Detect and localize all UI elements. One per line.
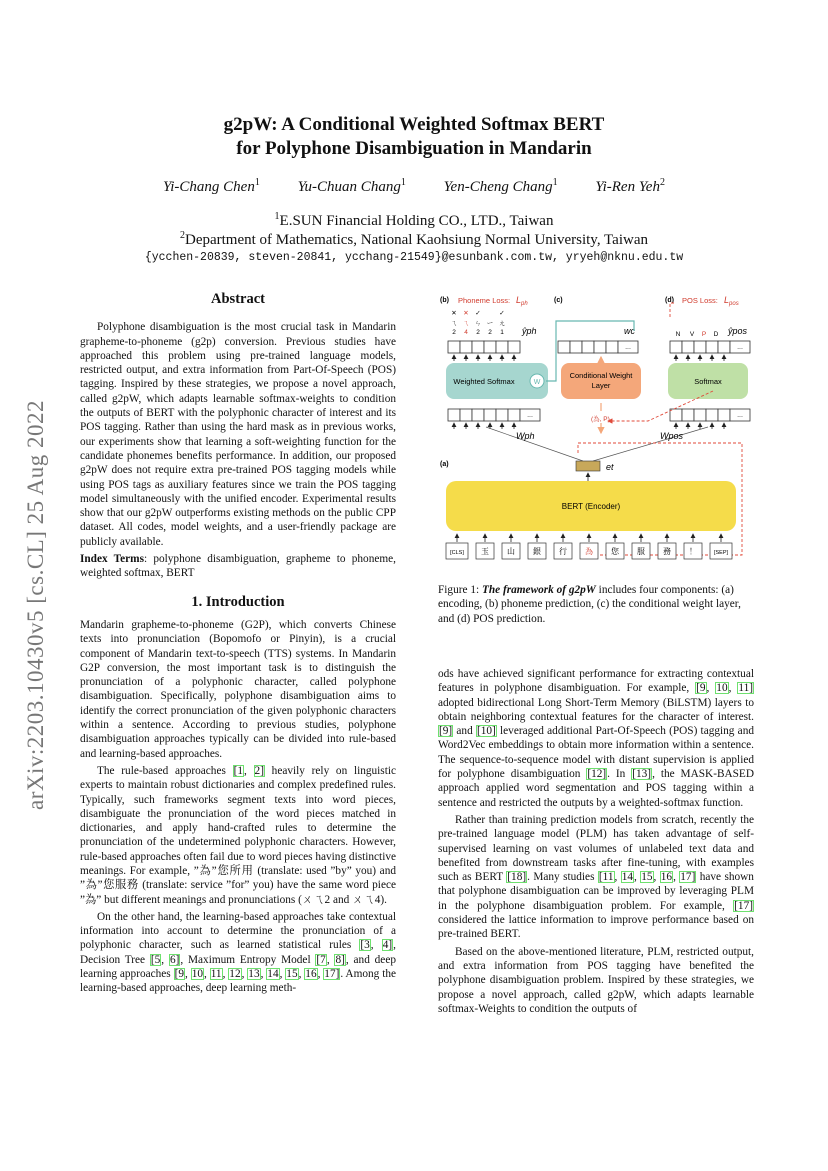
abstract-heading: Abstract (211, 291, 265, 307)
vector-cell (472, 341, 484, 353)
citation-link[interactable]: 17] (324, 968, 340, 981)
citation-link[interactable]: [5 (150, 953, 161, 966)
citation-link[interactable]: [3 (360, 939, 370, 952)
citation-link[interactable]: 11 (210, 968, 222, 981)
affiliation: $^1$E.SUN Financial Holding CO., LTD., Taiwan (274, 211, 554, 229)
citation-link[interactable]: [9 (174, 968, 184, 981)
citation-link[interactable]: 8] (335, 953, 345, 966)
token-text: 山 (507, 547, 515, 556)
affiliation: $^2$Department of Mathematics, National Kaohsiung Normal University, Taiwan (179, 230, 648, 248)
author: Yi-Ren Yeh$^2$ (595, 177, 665, 195)
token-text: 為 (585, 547, 593, 556)
phoneme-tone: 2 (452, 329, 456, 336)
token-text: [CLS] (450, 550, 464, 556)
citation-link[interactable]: [18] (507, 871, 527, 884)
w-pos-label: Wpos (660, 431, 684, 441)
pos-tags (676, 331, 719, 338)
phoneme-tone: 2 (488, 329, 492, 336)
red-dashed (670, 303, 674, 319)
weighted-softmax-label: Weighted Softmax (453, 377, 515, 386)
vector-cell (582, 341, 594, 353)
w-circle-text: W (533, 379, 541, 386)
label-c: (c) (554, 297, 563, 304)
vector-cell (670, 341, 682, 353)
citation-link[interactable]: 17] (680, 871, 696, 884)
intro-paragraph: The rule-based approaches [1, 2] heavily rely on linguistic experts to maintain robust dictionaries and complex predefined rules. Typically, such frameworks segment texts into word pieces, disambiguate the pronunciation of the word pieces matched in dictionaries, and apply hand-crafted rules to determine the pronunciation of the undetermined polyphonic characters. However, rule-based approaches often fail due to word pieces having distinctive meanings. For example, ”為”您所用 (translate: used ”by” you) and ”為”您服務 (translate: service ”for” you) have the same word piece ”為” but different meanings and pronunciations (ㄨㄟ2 and ㄨㄟ4). (80, 764, 396, 906)
label-b: (b) (440, 297, 449, 304)
token-text: 行 (559, 547, 567, 556)
citation-link[interactable]: [10] (476, 725, 496, 738)
vector-cell (508, 341, 520, 353)
body-paragraph: Rather than training prediction models from scratch, recently the pre-trained language model (PLM) has taken advantage of self-supervised learning on vast volumes of unlabeled text data and benefited from downstream tasks after fine-tuning, with examples such as BERT [18]. Many studies [11, 14, 15, 16, 17] have shown that polyphone disambiguation can be improved by leveraging PLM in the polyphone disambiguation problem. For example, [17] considered the lattice information to improve performance based on pre-trained BERT. (438, 813, 754, 941)
w-c-label: wc (624, 326, 635, 336)
author: Yi-Chang Chen$^1$ (163, 177, 260, 195)
ellipsis: ... (625, 344, 631, 351)
author-emails: {ycchen-20839, steven-20841, ycchang-21549}@esunbank.com.tw, yryeh@nknu.edu.tw (144, 251, 684, 264)
citation-link[interactable]: 12 (229, 968, 241, 981)
citation-link[interactable]: 11] (738, 682, 753, 695)
token-text: 玉 (481, 547, 489, 556)
author: Yu-Chuan Chang$^1$ (297, 177, 406, 195)
intro-heading: 1. Introduction (191, 593, 285, 610)
token-text: 服 (637, 547, 645, 556)
vector-cell (694, 409, 706, 421)
author-list (0, 177, 828, 196)
phoneme: ㄟ (462, 320, 470, 327)
cond-input-label: (為, P) (591, 416, 610, 423)
intro-paragraph: Mandarin grapheme-to-phoneme (G2P), which converts Chinese texts into pronunciation (Bopomofo or Pinyin), is a crucial component of Mandarin text-to-speech (TTS) systems. In Mandarin G2P conversion, the most important task is to distinguish the pronunciation of a polyphonic character, called polyphone disambiguation. Specifically, polyphone disambiguation aims to identify the correct pronunciation of the given polyphonic characters within a sentence. According to previous studies, polyphone disambiguation approaches typically can be divided into rule-based and learning-based approaches. (80, 618, 396, 760)
vector-cell (472, 409, 484, 421)
citation-link[interactable]: [7 (316, 953, 326, 966)
vector-cell (484, 409, 496, 421)
paper-title (0, 113, 828, 161)
label-d: (d) (665, 297, 674, 304)
phoneme: ㄣ (474, 320, 482, 327)
vector-cell (460, 341, 472, 353)
phoneme: ー (486, 320, 494, 327)
g2pw-framework-figure (438, 293, 754, 577)
pos-loss-label: POS Loss: (682, 296, 718, 305)
citation-link[interactable]: [13] (632, 768, 652, 781)
vector-cell (558, 341, 570, 353)
citation-link[interactable]: [17] (734, 899, 753, 912)
vector-cell (718, 409, 730, 421)
vector-cell (718, 341, 730, 353)
label-a: (a) (440, 461, 449, 468)
citation-link[interactable]: [9] (439, 725, 453, 738)
mark: ✕ (463, 310, 469, 317)
citation-link[interactable]: [12] (587, 768, 607, 781)
citation-link[interactable]: 15 (641, 871, 653, 884)
phoneme-tone: 1 (500, 329, 504, 336)
citation-link[interactable]: 10 (716, 682, 728, 695)
phoneme-loss-symbol: $L_{ph}$ (516, 295, 528, 307)
citation-link[interactable]: 16 (660, 871, 673, 884)
svg-text:N: N (675, 331, 681, 338)
vector-cell (706, 409, 718, 421)
vector-cell (694, 341, 706, 353)
token-text: 務 (663, 547, 671, 556)
body-paragraph: ods have achieved significant performance for extracting contextual features in polyphone disambiguation. For example, [9, 10, 11] adopted bidirectional Long Short-Term Memory (BiLSTM) layers to obtain neighboring contextual features for the character of interest. [9] and [10] leveraged additional Part-Of-Speech (POS) tagging and Word2Vec embeddings to obtain more information within a sentence. The sequence-to-sequence model with distant supervision is applied for polyphone disambiguation [12]. In [13], the MASK-BASED approach applied word segmentation and POS tagging within a sentence and restricted the outputs by a weighted-softmax function. (438, 668, 754, 809)
phoneme: ㄤ (498, 320, 506, 327)
svg-text:V: V (689, 331, 695, 338)
vector-cell (460, 409, 472, 421)
title-line-1: g2pW: A Conditional Weighted Softmax BERT (223, 114, 605, 135)
svg-text:D: D (713, 331, 719, 338)
w-pos-line (593, 427, 708, 461)
y-pos-label: ŷpos (728, 326, 748, 336)
right-column (438, 667, 754, 1019)
author: Yen-Cheng Chang$^1$ (443, 177, 558, 195)
token-text: ！ (689, 547, 697, 556)
phoneme-tone: 4 (464, 329, 468, 336)
arxiv-sidebar (6, 355, 66, 855)
figure-caption: Figure 1: The framework of g2pW includes four components: (a) encoding, (b) phoneme prediction, (c) the conditional weight layer, and (d) POS prediction. (438, 584, 741, 625)
y-ph-label: ŷph (522, 326, 537, 336)
vector-cell (606, 341, 618, 353)
vector-cell (448, 409, 460, 421)
mark: ✓ (475, 310, 481, 317)
abstract-text: Polyphone disambiguation is the most crucial task in Mandarin grapheme-to-phoneme (g2p) conversion. Previous studies have approached this problem using pre-trained language models, restricted output, and extra information from Part-Of-Speech (POS) tagging. Inspired by these strategies, we propose a novel approach, called g2pW, which adapts learnable softmax-weights to condition the outputs of BERT with the polyphonic character of interest and its POS tagging. Rather than using the hard mask as in previous works, our experiments show that learning a soft-weighting function for the candidate phonemes benefits performance. In addition, our proposed g2pW does not require extra pre-trained POS tagging models while using POS tags as auxiliary features since we train the POS tagging model simultaneously with the unified encoder. Experimental results show that our g2pW outperforms existing methods on the public CPP dataset. All codes, model weights, and a user-friendly package are publicly available. (80, 321, 396, 548)
e-t-box (576, 461, 600, 471)
intro-paragraph: On the other hand, the learning-based approaches take contextual information into account to determine the pronunciation of a polyphonic character, such as learned statistical rules [3, 4], Decision Tree [5, 6], Maximum Entropy Model [7, 8], and deep learning approaches [9, 10, 11, 12, 13, 14, 15, 16, 17]. Among the learning-based approaches, deep learning meth- (80, 910, 396, 995)
body-paragraph: Based on the above-mentioned literature, PLM, restricted output, and extra information from POS tagging have benefited the polyphone disambiguation problem. Inspired by these strategies, we propose a novel approach, called g2pW, which adapts learnable softmax-Weights to condition the outputs of (438, 945, 754, 1015)
mark: ✕ (451, 310, 457, 317)
token-text: 您 (611, 547, 619, 556)
vector-cell (496, 409, 508, 421)
vector-cell (508, 409, 520, 421)
svg-text:P: P (701, 331, 707, 338)
citation-link[interactable]: 14 (621, 871, 634, 884)
ellipsis: ... (527, 412, 533, 419)
vector-cell (484, 341, 496, 353)
citation-link[interactable]: 13 (248, 968, 260, 981)
softmax-label: Softmax (694, 377, 722, 386)
token-text: 銀 (533, 547, 541, 556)
index-terms: Index Terms: polyphone disambiguation, grapheme to phoneme, weighted softmax, BERT (80, 553, 396, 580)
citation-link[interactable]: 14 (267, 968, 279, 981)
input-tokens (446, 534, 732, 559)
citation-link[interactable]: 15 (286, 968, 298, 981)
vector-cell (594, 341, 606, 353)
citation-link[interactable]: 10 (191, 968, 203, 981)
vector-cell (682, 409, 694, 421)
citation-link[interactable]: 2] (254, 764, 264, 777)
w-ph-label: Wph (516, 431, 535, 441)
citation-link[interactable]: [9 (696, 682, 706, 695)
e-t-label: et (606, 462, 614, 472)
vector-cell (706, 341, 718, 353)
pos-loss-symbol: $L_{pos}$ (724, 295, 739, 307)
citation-link[interactable]: 6] (169, 953, 180, 966)
title-line-2: for Polyphone Disambiguation in Mandarin (236, 138, 592, 159)
token-text: [SEP] (713, 550, 729, 556)
citation-link[interactable]: [11 (598, 871, 614, 884)
phoneme-tone: 2 (476, 329, 480, 336)
vector-cell (448, 341, 460, 353)
citation-link[interactable]: 4] (382, 939, 393, 952)
citation-link[interactable]: 16 (305, 968, 317, 981)
ellipsis: ... (737, 412, 743, 419)
left-column (80, 292, 396, 999)
bert-label: BERT (Encoder) (561, 502, 621, 511)
vector-cell (570, 341, 582, 353)
vector-cell (670, 409, 682, 421)
cond-weight-label-1: Conditional Weight (569, 371, 633, 380)
phoneme: ㄟ (450, 320, 458, 327)
vector-cell (496, 341, 508, 353)
arxiv-id: arXiv:2203.10430v5 [cs.CL] 25 Aug 2022 (23, 400, 48, 810)
ellipsis: ... (737, 344, 743, 351)
mark: ✓ (499, 310, 505, 317)
phoneme-candidates (451, 310, 506, 336)
cond-weight-label-2: Layer (591, 381, 611, 390)
phoneme-loss-label: Phoneme Loss: (458, 296, 511, 305)
citation-link[interactable]: [1 (233, 764, 243, 777)
vector-cell (682, 341, 694, 353)
